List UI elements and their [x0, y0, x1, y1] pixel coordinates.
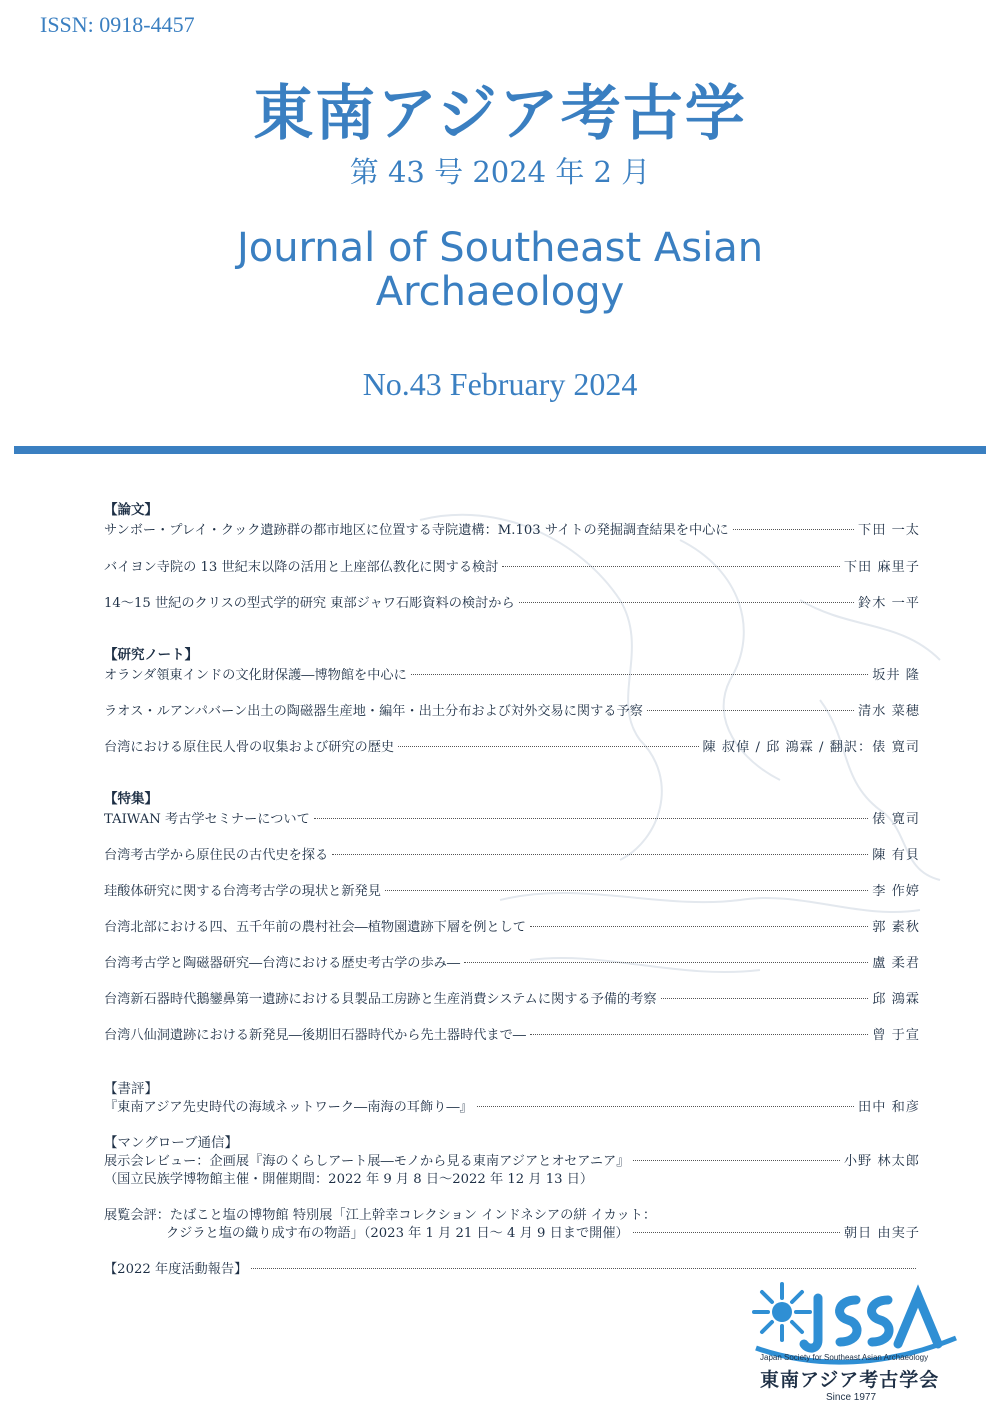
toc-entry — [104, 952, 920, 970]
toc-entry — [104, 808, 920, 826]
leader-dots — [530, 926, 868, 927]
toc-entry — [166, 1222, 920, 1240]
issue-number-english: No.43 February 2024 — [362, 366, 638, 402]
entry-title: バイヨン寺院の 13 世紀末以降の活用と上座部仏教化に関する検討 — [104, 560, 499, 575]
toc-entry — [104, 664, 920, 682]
entry-author: 俵 寛司 — [872, 812, 920, 827]
toc-entry — [104, 556, 920, 574]
issn-number: ISSN: 0918-4457 — [40, 12, 195, 37]
section-heading-mangrove-news: 【マングローブ通信】 — [104, 1135, 239, 1151]
entry-subtitle: （国立民族学博物館主催・開催期間：2022 年 9 月 8 日～2022 年 12 月 13 日） — [104, 1172, 594, 1187]
entry-title: 台湾における原住民人骨の収集および研究の歴史 — [104, 740, 395, 755]
leader-dots — [314, 818, 868, 819]
section-heading-activity-report: 【2022 年度活動報告】 — [104, 1262, 248, 1277]
entry-title: 台湾考古学と陶磁器研究―台湾における歴史考古学の歩み― — [104, 956, 461, 971]
entry-title: 展示会レビュー：企画展『海のくらしアート展―モノから見る東南アジアとオセアニア』 — [104, 1154, 630, 1169]
journal-title-japanese: 東南アジア考古学 — [253, 79, 747, 149]
leader-dots — [530, 1034, 868, 1035]
entry-author: 下田 麻里子 — [843, 560, 920, 575]
leader-dots — [464, 962, 868, 963]
leader-dots — [477, 1106, 854, 1107]
entry-title: 珪酸体研究に関する台湾考古学の現状と新発見 — [104, 884, 381, 899]
leader-dots — [502, 566, 839, 567]
entry-title: オランダ領東インドの文化財保護―博物館を中心に — [104, 668, 407, 683]
entry-title: 展覧会評：たばこと塩の博物館 特別展「江上幹幸コレクション インドネシアの絣 イカット： — [104, 1208, 657, 1223]
toc-entry — [104, 519, 920, 537]
entry-author: 鈴木 一平 — [858, 596, 920, 611]
entry-author: 郭 素秋 — [872, 920, 920, 935]
header-divider — [14, 446, 986, 454]
entry-author: 坂井 隆 — [872, 668, 920, 683]
entry-title: ラオス・ルアンパバーン出土の陶磁器生産地・編年・出土分布および対外交易に関する予察 — [104, 704, 643, 719]
entry-author: 邱 鴻霖 — [872, 992, 920, 1007]
toc-entry — [104, 844, 920, 862]
entry-author: 陳 叔倬 / 邱 鴻霖 / 翻訳：俵 寛司 — [702, 740, 920, 755]
toc-entry — [104, 700, 920, 718]
leader-dots — [661, 998, 869, 999]
leader-dots — [332, 854, 868, 855]
entry-title: 台湾北部における四、五千年前の農村社会―植物園遺跡下層を例として — [104, 920, 526, 935]
society-name-japanese: 東南アジア考古学会 — [760, 1369, 940, 1391]
entry-title: 台湾新石器時代鵝鑾鼻第一遺跡における貝製品工房跡と生産消費システムに関する予備的考察 — [104, 992, 657, 1007]
leader-dots — [633, 1160, 839, 1161]
entry-author: 李 作婷 — [872, 884, 920, 899]
entry-author: 下田 一太 — [858, 523, 920, 538]
leader-dots — [519, 602, 854, 603]
journal-title-english-line2: Archaeology — [375, 269, 625, 315]
society-founded-year: Since 1977 — [826, 1392, 877, 1403]
issue-number-japanese: 第 43 号 2024 年 2 月 — [349, 155, 651, 189]
leader-dots — [411, 674, 868, 675]
entry-title: 『東南アジア先史時代の海域ネットワーク―南海の耳飾り―』 — [104, 1100, 473, 1115]
leader-dots — [633, 1232, 840, 1233]
toc-entry — [104, 1150, 920, 1168]
section-heading-book-review: 【書評】 — [104, 1081, 158, 1097]
toc-entry — [104, 1096, 920, 1114]
entry-author: 小野 林太郎 — [843, 1154, 920, 1169]
leader-dots — [251, 1268, 916, 1269]
entry-title: サンボー・プレイ・クック遺跡群の都市地区に位置する寺院遺構：M.103 サイトの発掘調査結果を中心に — [104, 523, 729, 538]
entry-title: 14～15 世紀のクリスの型式学的研究 東部ジャワ石彫資料の検討から — [104, 596, 515, 611]
section-heading-research-notes: 【研究ノート】 — [104, 647, 199, 663]
toc-entry — [104, 1024, 920, 1042]
toc-entry — [104, 880, 920, 898]
entry-title: 台湾考古学から原住民の古代史を探る — [104, 848, 329, 863]
toc-entry — [104, 736, 920, 754]
leader-dots — [398, 746, 698, 747]
leader-dots — [385, 890, 868, 891]
leader-dots — [733, 529, 855, 530]
entry-author: 田中 和彦 — [858, 1100, 920, 1115]
entry-author: 盧 柔君 — [872, 956, 920, 971]
entry-subtitle: クジラと塩の織り成す布の物語」（2023 年 1 月 21 日～ 4 月 9 日まで開催） — [166, 1226, 629, 1241]
entry-title: TAIWAN 考古学セミナーについて — [104, 812, 310, 827]
entry-author: 曾 于宣 — [872, 1028, 920, 1043]
entry-author: 清水 菜穂 — [858, 704, 920, 719]
entry-title: 台湾八仙洞遺跡における新発見―後期旧石器時代から先土器時代まで― — [104, 1028, 526, 1043]
toc-entry — [104, 1258, 920, 1276]
leader-dots — [647, 710, 854, 711]
toc-entry — [104, 916, 920, 934]
society-name-english: Japan Society for Southeast Asian Archaeology — [760, 1353, 929, 1362]
section-heading-articles: 【論文】 — [104, 502, 158, 518]
entry-author: 朝日 由実子 — [843, 1226, 920, 1241]
journal-title-english-line1: Journal of Southeast Asian — [236, 225, 764, 271]
entry-author: 陳 有貝 — [872, 848, 920, 863]
journal-title-english — [0, 226, 1000, 314]
toc-entry — [104, 988, 920, 1006]
section-heading-special-feature: 【特集】 — [104, 791, 158, 807]
toc-entry — [104, 592, 920, 610]
